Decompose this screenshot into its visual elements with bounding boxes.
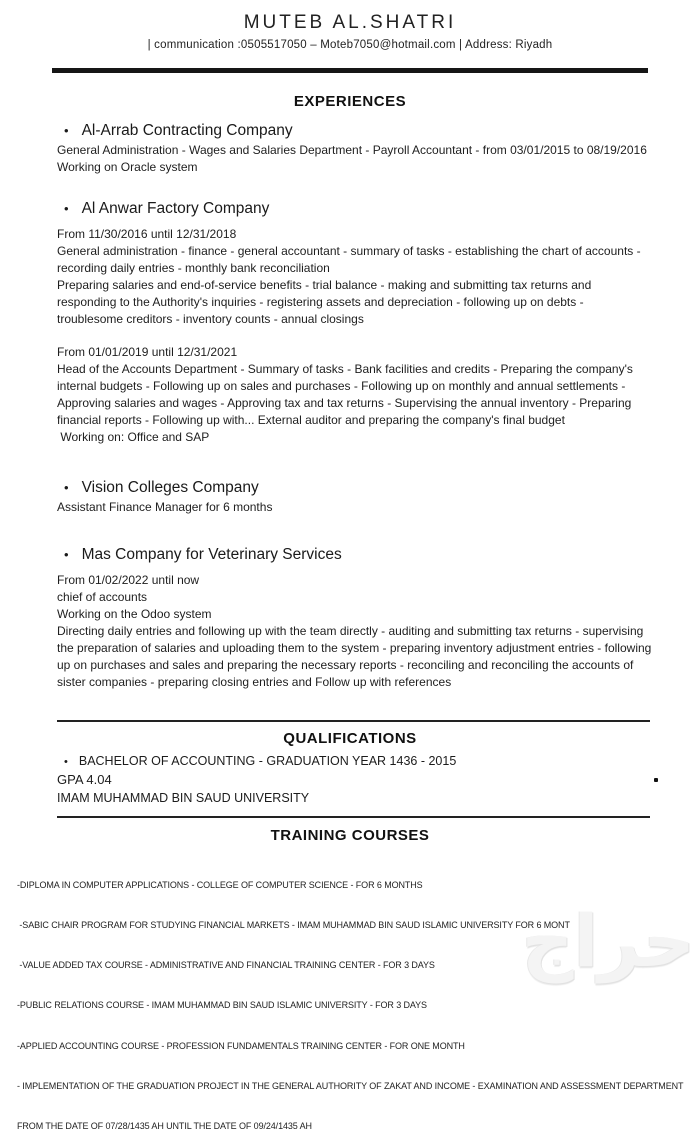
bullet-icon (64, 201, 69, 216)
qualification-gpa-row (57, 772, 658, 787)
person-name: MUTEB AL.SHATRI (243, 12, 457, 33)
header-divider-bar (52, 68, 648, 73)
training-course-item: FROM THE DATE OF 07/28/1435 AH UNTIL THE DATE OF 09/24/1435 AH (17, 1121, 312, 1132)
degree-text: BACHELOR OF ACCOUNTING - GRADUATION YEAR 1436 - 2015 (78, 754, 457, 768)
bullet-icon (64, 123, 69, 138)
qualification-degree (64, 754, 700, 768)
contact-line: | communication :0505517050 – Moteb7050@hotmail.com | Address: Riyadh (147, 39, 553, 51)
section-divider (57, 816, 650, 818)
haraj-watermark-logo: حراج (521, 899, 695, 983)
gpa-text: GPA 4.04 (57, 772, 112, 787)
company-name: Al-Arrab Contracting Company (81, 122, 293, 139)
university-name: IMAM MUHAMMAD BIN SAUD UNIVERSITY (57, 791, 310, 805)
experience-description: Directing daily entries and following up with the team directly - auditing and submitting tax returns - supervising the preparation of salaries and uploading them to the system - preparing inventory adjustment entries - following up on purchases and sales and preparing the necessary reports - reconciling and reconciling the accounts of sister companies - preparing closing entries and Follow up with references (57, 624, 655, 689)
training-course-item: -PUBLIC RELATIONS COURSE - IMAM MUHAMMAD BIN SAUD ISLAMIC UNIVERSITY - FOR 3 DAYS (17, 1000, 427, 1011)
bullet-icon (654, 778, 658, 782)
training-course-item: -SABIC CHAIR PROGRAM FOR STUDYING FINANCIAL MARKETS - IMAM MUHAMMAD BIN SAUD ISLAMIC UNIVERSITY FOR 6 MONT (17, 920, 570, 931)
bullet-icon (64, 547, 69, 562)
section-title-experiences: EXPERIENCES (293, 93, 407, 110)
training-course-list (17, 852, 694, 1147)
experience-entry-title (64, 479, 700, 497)
section-divider (57, 720, 650, 722)
training-course-item: -DIPLOMA IN COMPUTER APPLICATIONS - COLLEGE OF COMPUTER SCIENCE - FOR 6 MONTHS (17, 879, 423, 890)
experience-entry-title (64, 546, 700, 564)
experience-period: From 11/30/2016 until 12/31/2018 (57, 227, 237, 241)
company-name: Al Anwar Factory Company (81, 200, 270, 217)
training-course-item: -VALUE ADDED TAX COURSE - ADMINISTRATIVE AND FINANCIAL TRAINING CENTER - FOR 3 DAYS (17, 960, 435, 971)
experience-description: Working on Oracle system (57, 160, 198, 174)
section-title-qualifications: QUALIFICATIONS (283, 730, 417, 747)
bullet-icon (64, 756, 68, 768)
experience-role: chief of accounts (57, 590, 148, 604)
experience-entry-title (64, 200, 700, 218)
experience-entry-title (64, 122, 700, 140)
experience-description: Head of the Accounts Department - Summary of tasks - Bank facilities and credits - Preparing the company's internal budgets - Following up on sales and purchases - Following up on monthly and annual settlements - Approving salaries and wages - Approving tax and tax returns - Supervising the annual inventory - Preparing financial reports - Following up with... External auditor and preparing the company's final budget (57, 362, 637, 427)
company-name: Vision Colleges Company (81, 479, 259, 496)
experience-description: General administration - finance - general accountant - summary of tasks - establishing the chart of accounts - recording daily entries - monthly bank reconciliation (57, 244, 644, 275)
training-course-item: -APPLIED ACCOUNTING COURSE - PROFESSION FUNDAMENTALS TRAINING CENTER - FOR ONE MONTH (17, 1040, 465, 1051)
experience-description: General Administration - Wages and Salaries Department - Payroll Accountant - from 03/01/2015 to 08/19/2016 (57, 143, 647, 157)
section-title-training-courses: TRAINING COURSES (270, 827, 430, 844)
bullet-icon (64, 480, 69, 495)
experience-description: Preparing salaries and end-of-service benefits - trial balance - making and submitting tax returns and responding to the Authority's inquiries - registering assets and depreciation - following up on debts - troublesome creditors - inventory counts - annual closings (57, 278, 595, 326)
experience-system: Working on the Odoo system (57, 607, 212, 621)
experience-period: From 01/01/2019 until 12/31/2021 (57, 345, 238, 359)
experience-description: Assistant Finance Manager for 6 months (57, 500, 273, 514)
company-name: Mas Company for Veterinary Services (81, 546, 342, 563)
experience-period: From 01/02/2022 until now (57, 573, 200, 587)
training-course-item: - IMPLEMENTATION OF THE GRADUATION PROJECT IN THE GENERAL AUTHORITY OF ZAKAT AND INCOME - EXAMINATION AND ASSESSMENT DEPARTMENT (17, 1080, 684, 1091)
experience-description: Working on: Office and SAP (57, 430, 210, 444)
